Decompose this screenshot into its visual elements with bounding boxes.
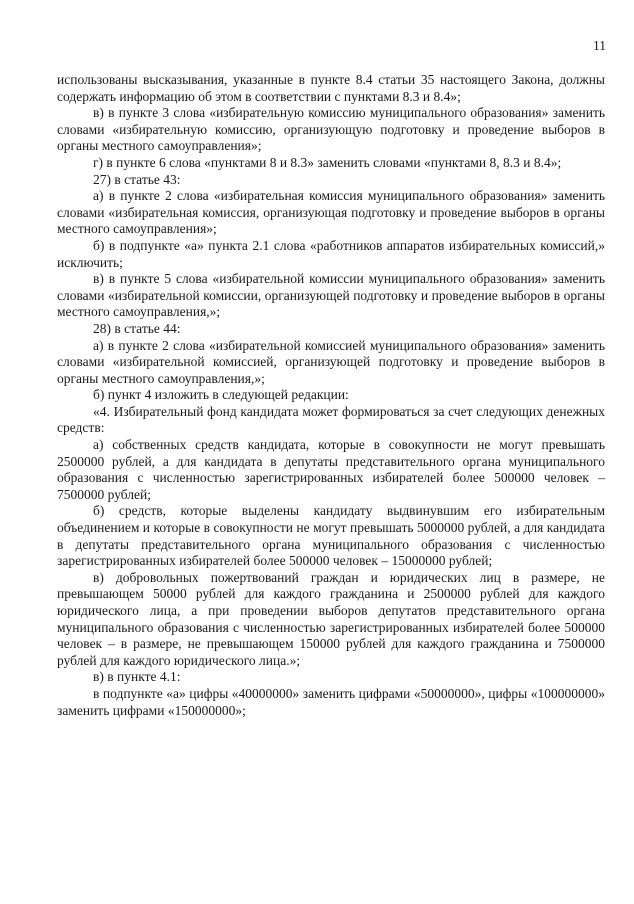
- paragraph: в) в пункте 5 слова «избирательной комиссии муниципального образования» заменить словами «избирательной комиссии, организующей подготовку и проведение выборов в органы местного самоуправления,»;: [57, 271, 605, 320]
- paragraph: б) в подпункте «а» пункта 2.1 слова «работников аппаратов избирательных комиссий,» исключить;: [57, 237, 605, 270]
- paragraph: б) пункт 4 изложить в следующей редакции:: [93, 387, 349, 403]
- paragraph: 28) в статье 44:: [93, 320, 181, 336]
- paragraph: а) собственных средств кандидата, которые в совокупности не могут превышать 2500000 рублей, а для кандидата в депутаты представительного органа муниципального образования с численностью зарегистрированных избирателей более 500000 человек – 7500000 рублей;: [57, 437, 605, 502]
- paragraph: использованы высказывания, указанные в пункте 8.4 статьи 35 настоящего Закона, должны содержать информацию об этом в соответствии с пунктами 8.3 и 8.4»;: [57, 72, 605, 104]
- paragraph: в) добровольных пожертвований граждан и юридических лиц в размере, не превышающем 50000 рублей для каждого гражданина и 2500000 рублей для каждого юридического лица, а при проведении выборов депутатов представительного органа муниципального образования с численностью зарегистрированных избирателей более 500000 человек – в размере, не превышающем 150000 рублей для каждого гражданина и 7500000 рублей для каждого юридического лица.»;: [57, 569, 605, 668]
- paragraph: б) средств, которые выделены кандидату выдвинувшим его избирательным объединением и которые в совокупности не могут превышать 5000000 рублей, а для кандидата в депутаты представительного органа муниципального образования с численностью зарегистрированных избирателей более 500000 человек – 15000000 рублей;: [57, 503, 605, 569]
- page-number: 11: [593, 38, 606, 53]
- paragraph: в) в пункте 4.1:: [93, 669, 181, 685]
- paragraph: в подпункте «а» цифры «40000000» заменить цифрами «50000000», цифры «100000000» заменить цифрами «150000000»;: [57, 685, 605, 718]
- paragraph: г) в пункте 6 слова «пунктами 8 и 8.3» заменить словами «пунктами 8, 8.3 и 8.4»;: [93, 154, 562, 170]
- paragraph: а) в пункте 2 слова «избирательная комиссия муниципального образования» заменить словами «избирательная комиссия, организующая подготовку и проведение выборов в органы местного самоуправления»;: [57, 188, 605, 237]
- paragraph: «4. Избирательный фонд кандидата может формироваться за счет следующих денежных средств:: [57, 403, 605, 436]
- paragraph: а) в пункте 2 слова «избирательной комиссией муниципального образования» заменить словами «избирательной комиссией, организующей подготовку и проведение выборов в органы местного самоуправления,»;: [57, 337, 605, 386]
- document-body: [57, 72, 605, 719]
- paragraph: 27) в статье 43:: [93, 171, 181, 187]
- paragraph: в) в пункте 3 слова «избирательную комиссию муниципального образования» заменить словами «избирательную комиссию, организующую подготовку и проведение выборов в органы местного самоуправления»;: [57, 105, 605, 154]
